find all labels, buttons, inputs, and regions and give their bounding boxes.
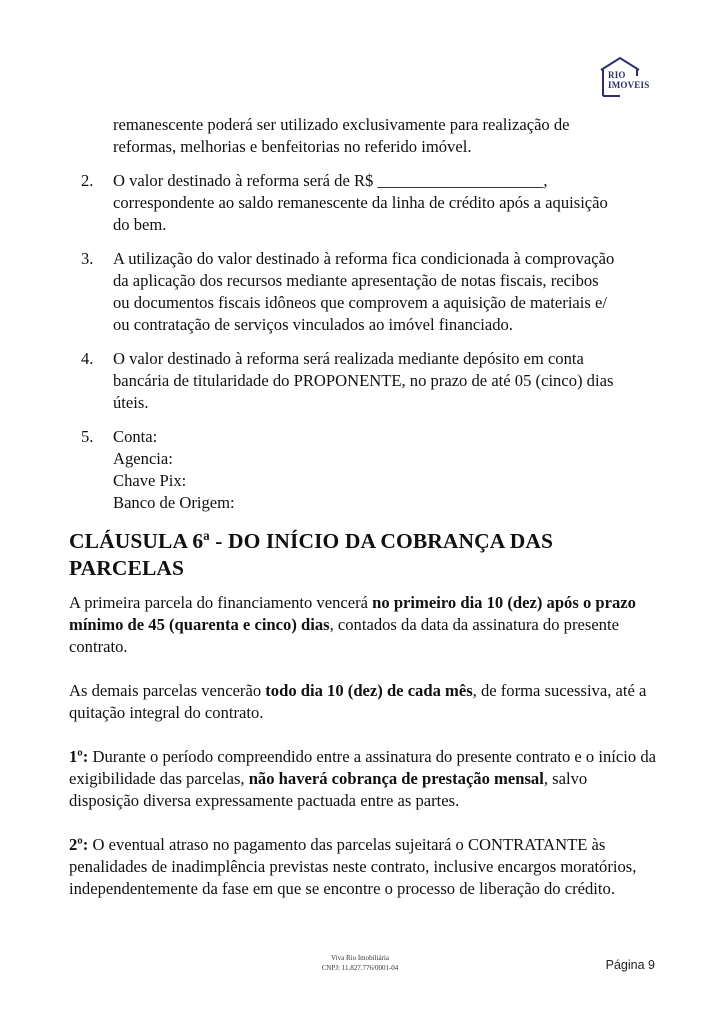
footer-cnpj: CNPJ: 11.827.776/0001-04 bbox=[321, 964, 399, 972]
list-item bbox=[69, 248, 661, 336]
clause-title-line-1: CLÁUSULA 6ª - DO INÍCIO DA COBRANÇA DAS bbox=[69, 529, 554, 553]
page-number: Página 9 bbox=[605, 958, 655, 972]
numbered-list bbox=[69, 170, 661, 514]
paragraph-text: , contados da data da assinatura do presente contrato. bbox=[69, 615, 619, 656]
paragraph-bold-text: no primeiro dia 10 (dez) após o prazo mínimo de 45 (quarenta e cinco) dias bbox=[69, 593, 636, 634]
paragraph-label: 2º: bbox=[69, 835, 89, 854]
paragraph-text: , de forma sucessiva, até a quitação integral do contrato. bbox=[69, 681, 647, 722]
paragraph-first-clause bbox=[69, 746, 661, 812]
list-line: Conta: bbox=[113, 427, 158, 446]
paragraph-text: As demais parcelas vencerão bbox=[69, 681, 266, 700]
intro-paragraph bbox=[113, 114, 661, 158]
paragraph-bold-text: todo dia 10 (dez) de cada mês bbox=[265, 681, 473, 700]
logo-line-2: IMOVEIS bbox=[608, 80, 650, 90]
paragraph-label: 1º: bbox=[69, 747, 89, 766]
logo-line-1: RIO bbox=[608, 70, 626, 80]
document-body bbox=[69, 114, 661, 900]
list-item bbox=[69, 426, 661, 514]
list-line: O valor destinado à reforma será realizada mediante depósito em conta bbox=[113, 349, 584, 368]
list-line: ou documentos fiscais idôneos que comprovem a aquisição de materiais e/ bbox=[113, 293, 607, 312]
list-line: correspondente ao saldo remanescente da linha de crédito após a aquisição bbox=[113, 193, 608, 212]
list-number: 5. bbox=[81, 427, 94, 446]
list-line: A utilização do valor destinado à reforma fica condicionada à comprovação bbox=[113, 249, 615, 268]
list-line: da aplicação dos recursos mediante apresentação de notas fiscais, recibos bbox=[113, 271, 599, 290]
paragraph-text: Durante o período compreendido entre a assinatura do presente contrato e o início da exigibilidade das parcelas, bbox=[69, 747, 656, 788]
list-number: 2. bbox=[81, 171, 94, 190]
list-number: 4. bbox=[81, 349, 94, 368]
list-line: Banco de Origem: bbox=[113, 493, 235, 512]
paragraph-second-clause bbox=[69, 834, 661, 900]
footer-company-name: Viva Rio Imobiliária bbox=[331, 954, 389, 962]
logo-text bbox=[608, 70, 649, 90]
paragraph-text: O eventual atraso no pagamento das parcelas sujeitará o CONTRATANTE às penalidades de inadimplência previstas neste contrato, inclusive encargos moratórios, independentemente da fase em que se encontre o processo de liberação do crédito. bbox=[69, 835, 637, 898]
paragraph-first-installment bbox=[69, 592, 661, 658]
clause-heading bbox=[69, 528, 661, 582]
paragraph-bold-text: não haverá cobrança de prestação mensal bbox=[248, 769, 544, 788]
intro-line: remanescente poderá ser utilizado exclusivamente para realização de bbox=[113, 115, 570, 134]
clause-title-line-2: PARCELAS bbox=[69, 556, 185, 580]
list-line: Chave Pix: bbox=[113, 471, 187, 490]
list-line: bancária de titularidade do PROPONENTE, no prazo de até 05 (cinco) dias bbox=[113, 371, 614, 390]
list-item bbox=[69, 170, 661, 236]
company-logo bbox=[598, 56, 652, 100]
intro-line: reformas, melhorias e benfeitorias no referido imóvel. bbox=[113, 137, 472, 156]
list-line: ou contratação de serviços vinculados ao imóvel financiado. bbox=[113, 315, 513, 334]
paragraph-text: , salvo disposição diversa expressamente pactuada entre as partes. bbox=[69, 769, 588, 810]
paragraph-text: A primeira parcela do financiamento vencerá bbox=[69, 593, 373, 612]
list-number: 3. bbox=[81, 249, 94, 268]
list-line: úteis. bbox=[113, 393, 149, 412]
list-line: Agencia: bbox=[113, 449, 173, 468]
list-line: do bem. bbox=[113, 215, 167, 234]
list-line: O valor destinado à reforma será de R$ ____________________, bbox=[113, 171, 548, 190]
footer-company-info bbox=[300, 953, 420, 973]
list-item bbox=[69, 348, 661, 414]
paragraph-following-installments bbox=[69, 680, 661, 724]
